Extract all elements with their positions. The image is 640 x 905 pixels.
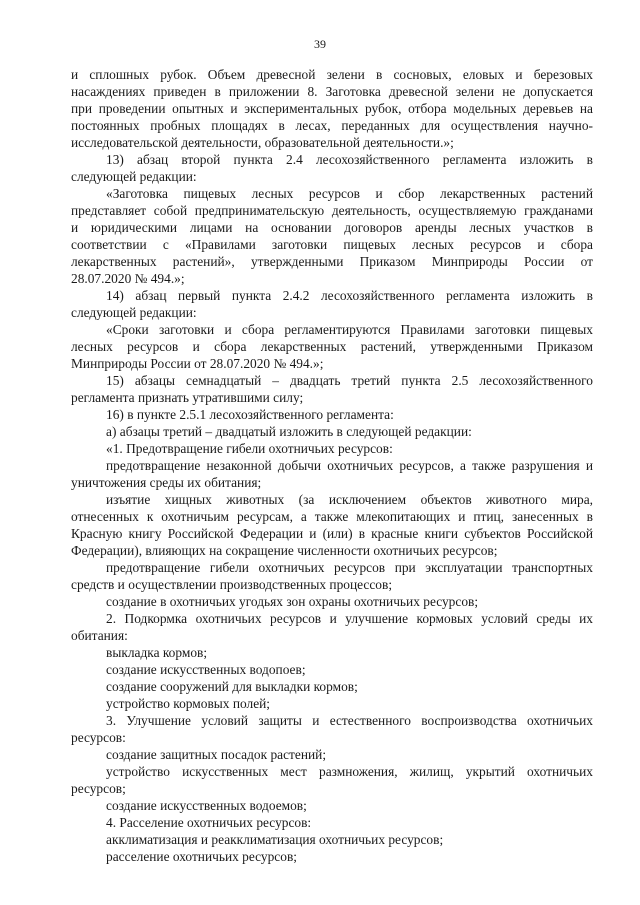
text-line: и юридическими лицами на основании договоров аренды лесных участков в — [71, 220, 593, 235]
text-line: соответствии с «Правилами заготовки пищевых лесных ресурсов и сбора — [71, 237, 593, 252]
text-line: 4. Расселение охотничьих ресурсов: — [106, 815, 312, 830]
text-line: создание в охотничьих угодьях зон охраны охотничьих ресурсов; — [106, 594, 479, 609]
text-line: лесных ресурсов и сбора лекарственных растений, утвержденными Приказом — [71, 339, 593, 354]
text-line: следующей редакции: — [71, 169, 197, 184]
text-line: создание искусственных водоемов; — [106, 798, 307, 813]
text-line: акклиматизация и реакклиматизация охотничьих ресурсов; — [106, 832, 444, 847]
text-line: а) абзацы третий – двадцатый изложить в следующей редакции: — [106, 424, 472, 439]
text-line: насаждениях приведен в приложении 8. Заготовка древесной зелени не допускается — [71, 84, 593, 99]
text-line: «1. Предотвращение гибели охотничьих ресурсов: — [106, 441, 393, 456]
text-line: Минприроды России от 28.07.2020 № 494.»; — [71, 356, 324, 371]
text-line: ресурсов: — [71, 730, 126, 745]
text-line: выкладка кормов; — [106, 645, 208, 660]
text-line: 13) абзац второй пункта 2.4 лесохозяйственного регламента изложить в — [106, 152, 593, 167]
text-line: «Сроки заготовки и сбора регламентируются Правилами заготовки пищевых — [106, 322, 593, 337]
text-line: постоянных пробных площадях в лесах, переданных для осуществления научно- — [71, 118, 593, 133]
text-line: отнесенных к охотничьим ресурсам, а также млекопитающих и птиц, занесенных в — [71, 509, 593, 524]
text-line: предотвращение незаконной добычи охотничьих ресурсов, а также разрушения и — [106, 458, 593, 473]
text-line: 3. Улучшение условий защиты и естественного воспроизводства охотничьих — [106, 713, 593, 728]
text-line: создание сооружений для выкладки кормов; — [106, 679, 358, 694]
text-line: ресурсов; — [71, 781, 126, 796]
text-line: изъятие хищных животных (за исключением объектов животного мира, — [106, 492, 593, 507]
text-line: уничтожения среды их обитания; — [71, 475, 262, 490]
text-line: «Заготовка пищевых лесных ресурсов и сбор лекарственных растений — [106, 186, 593, 201]
text-line: устройство кормовых полей; — [106, 696, 271, 711]
text-line: 2. Подкормка охотничьих ресурсов и улучшение кормовых условий среды их — [106, 611, 593, 626]
text-line: Красную книгу Российской Федерации и (или) в красные книги субъектов Российской — [71, 526, 593, 541]
text-line: 28.07.2020 № 494.»; — [71, 271, 185, 286]
text-line: регламента признать утратившими силу; — [71, 390, 304, 405]
text-line: расселение охотничьих ресурсов; — [106, 849, 297, 864]
text-line: обитания: — [71, 628, 128, 643]
text-line: следующей редакции: — [71, 305, 197, 320]
text-line: средств и осуществлении производственных процессов; — [71, 577, 393, 592]
text-line: Федерации), влияющих на сокращение численности охотничьих ресурсов; — [71, 543, 498, 558]
text-line: предотвращение гибели охотничьих ресурсов при эксплуатации транспортных — [106, 560, 593, 575]
text-line: исследовательской деятельности, образовательной деятельности.»; — [71, 135, 454, 150]
text-line: устройство искусственных мест размножения, жилищ, укрытий охотничьих — [106, 764, 593, 779]
text-line: 16) в пункте 2.5.1 лесохозяйственного регламента: — [106, 407, 394, 422]
text-line: 15) абзацы семнадцатый – двадцать третий пункта 2.5 лесохозяйственного — [106, 373, 593, 388]
text-line: создание искусственных водопоев; — [106, 662, 306, 677]
text-line: создание защитных посадок растений; — [106, 747, 327, 762]
text-line: лекарственных растений», утвержденными Приказом Минприроды России от — [71, 254, 593, 269]
text-line: и сплошных рубок. Объем древесной зелени в сосновых, еловых и березовых — [71, 67, 593, 82]
page-number: 39 — [314, 37, 326, 51]
text-line: при проведении опытных и экспериментальных рубок, отбора модельных деревьев на — [71, 101, 593, 116]
text-line: 14) абзац первый пункта 2.4.2 лесохозяйственного регламента изложить в — [106, 288, 593, 303]
text-line: представляет собой предпринимательскую деятельность, осуществляемую гражданами — [71, 203, 593, 218]
